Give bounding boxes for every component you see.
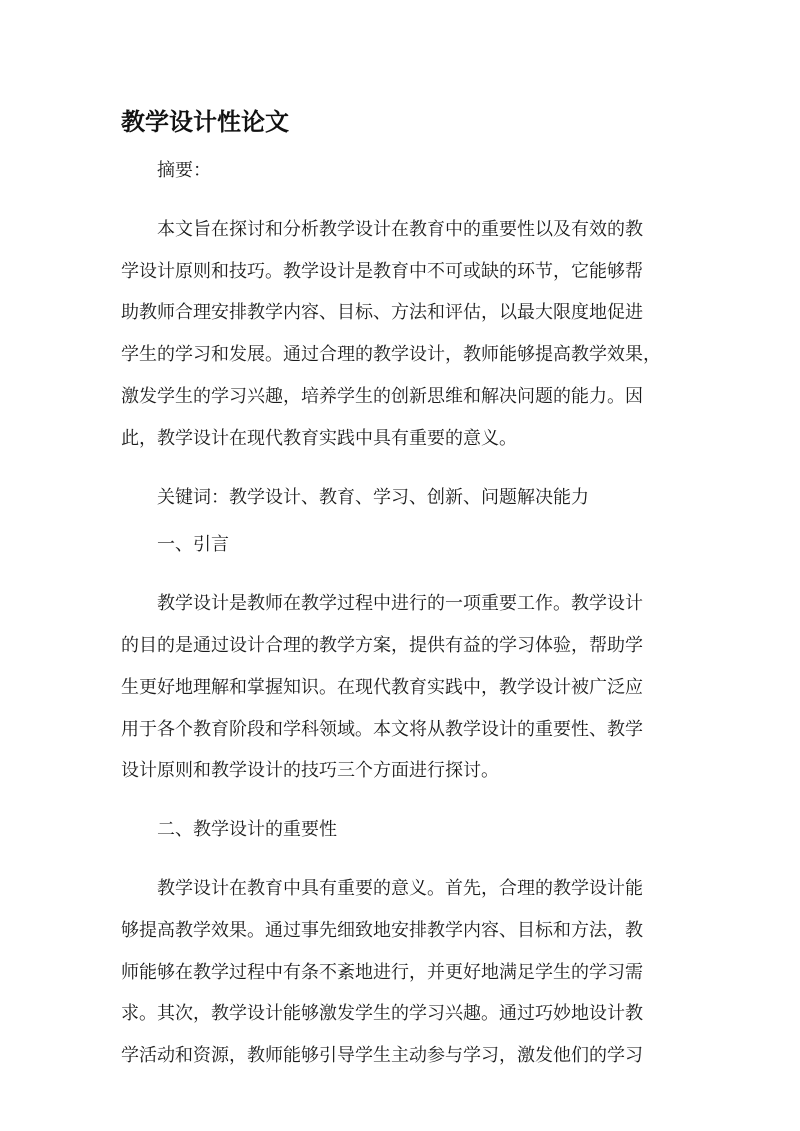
importance-line: 求。其次，教学设计能够激发学生的学习兴趣。通过巧妙地设计教: [121, 1003, 643, 1025]
document-body: [121, 100, 691, 1077]
document-title: 教学设计性论文: [121, 108, 289, 136]
importance-paragraph: [121, 868, 691, 1077]
introduction-line: 用于各个教育阶段和学科领域。本文将从教学设计的重要性、教学: [121, 718, 643, 740]
introduction-line: 生更好地理解和掌握知识。在现代教育实践中，教学设计被广泛应: [121, 676, 643, 698]
abstract-line: 助教师合理安排教学内容、目标、方法和评估，以最大限度地促进: [121, 302, 643, 324]
importance-line: 教学设计在教育中具有重要的意义。首先，合理的教学设计能: [157, 877, 643, 899]
importance-line: 够提高教学效果。通过事先细致地安排教学内容、目标和方法，教: [121, 919, 643, 941]
abstract-line: 学设计原则和技巧。教学设计是教育中不可或缺的环节，它能够帮: [121, 260, 643, 282]
keywords-line: 关键词：教学设计、教育、学习、创新、问题解决能力: [157, 486, 589, 508]
introduction-line: 设计原则和教学设计的技巧三个方面进行探讨。: [121, 760, 499, 782]
abstract-label: 摘要：: [157, 160, 211, 181]
abstract-line: 本文旨在探讨和分析教学设计在教育中的重要性以及有效的教: [157, 218, 643, 240]
section-heading-importance: 二、教学设计的重要性: [157, 819, 337, 841]
importance-line: 学活动和资源，教师能够引导学生主动参与学习，激发他们的学习: [121, 1045, 643, 1067]
section-heading-introduction: 一、引言: [157, 534, 229, 556]
abstract-line: 此，教学设计在现代教育实践中具有重要的意义。: [121, 427, 517, 449]
importance-line: 师能够在教学过程中有条不紊地进行，并更好地满足学生的学习需: [121, 961, 643, 983]
introduction-line: 教学设计是教师在教学过程中进行的一项重要工作。教学设计: [157, 593, 643, 615]
abstract-line: 激发学生的学习兴趣，培养学生的创新思维和解决问题的能力。因: [121, 385, 643, 407]
introduction-paragraph: [121, 583, 691, 792]
introduction-line: 的目的是通过设计合理的教学方案，提供有益的学习体验，帮助学: [121, 634, 643, 656]
abstract-paragraph: [121, 209, 691, 460]
abstract-line: 学生的学习和发展。通过合理的教学设计，教师能够提高教学效果，: [121, 344, 661, 366]
